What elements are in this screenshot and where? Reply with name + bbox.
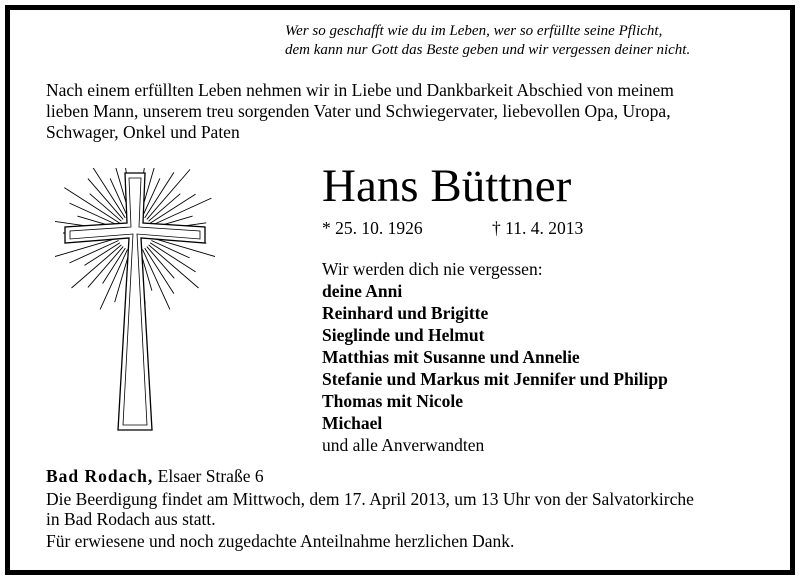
address-city: Bad Rodach, xyxy=(46,466,154,486)
motto-line: dem kann nur Gott das Beste geben und wir vergessen deiner nicht. xyxy=(285,42,691,58)
birth-date: * 25. 10. 1926 xyxy=(322,218,423,238)
deceased-name: Hans Büttner xyxy=(322,160,572,212)
mourners-heading: Wir werden dich nie vergessen: xyxy=(322,259,543,279)
radiant-cross-icon xyxy=(55,168,215,438)
mourners-closing: und alle Anverwandten xyxy=(322,435,485,455)
mourner-name: Stefanie und Markus mit Jennifer und Philipp xyxy=(322,369,668,389)
mourners-list xyxy=(322,258,782,456)
death-date: † 11. 4. 2013 xyxy=(492,218,584,238)
funeral-line: in Bad Rodach aus statt. xyxy=(46,509,216,529)
mourner-name: Michael xyxy=(322,413,383,433)
intro-line: lieben Mann, unserem treu sorgenden Vater und Schwiegervater, liebevollen Opa, Uropa, xyxy=(46,101,671,121)
life-dates xyxy=(322,218,584,239)
mourner-name: deine Anni xyxy=(322,281,403,301)
mourner-name: Matthias mit Susanne und Annelie xyxy=(322,347,580,367)
intro-line: Nach einem erfüllten Leben nehmen wir in Liebe und Dankbarkeit Abschied von meinem xyxy=(46,80,674,100)
address-street: Elsaer Straße 6 xyxy=(153,466,264,486)
mourner-name: Sieglinde und Helmut xyxy=(322,325,485,345)
mourner-name: Reinhard und Brigitte xyxy=(322,303,489,323)
intro-line: Schwager, Onkel und Paten xyxy=(46,122,240,142)
thanks-note: Für erwiesene und noch zugedachte Anteilnahme herzlichen Dank. xyxy=(46,531,515,551)
family-address xyxy=(46,466,264,487)
motto-verse xyxy=(285,22,765,60)
funeral-line: Die Beerdigung findet am Mittwoch, dem 17. April 2013, um 13 Uhr von der Salvatorkirche xyxy=(46,489,694,509)
mourner-name: Thomas mit Nicole xyxy=(322,391,463,411)
motto-line: Wer so geschafft wie du im Leben, wer so erfüllte seine Pflicht, xyxy=(285,23,663,39)
intro-text xyxy=(46,80,766,143)
funeral-notice xyxy=(46,489,776,529)
